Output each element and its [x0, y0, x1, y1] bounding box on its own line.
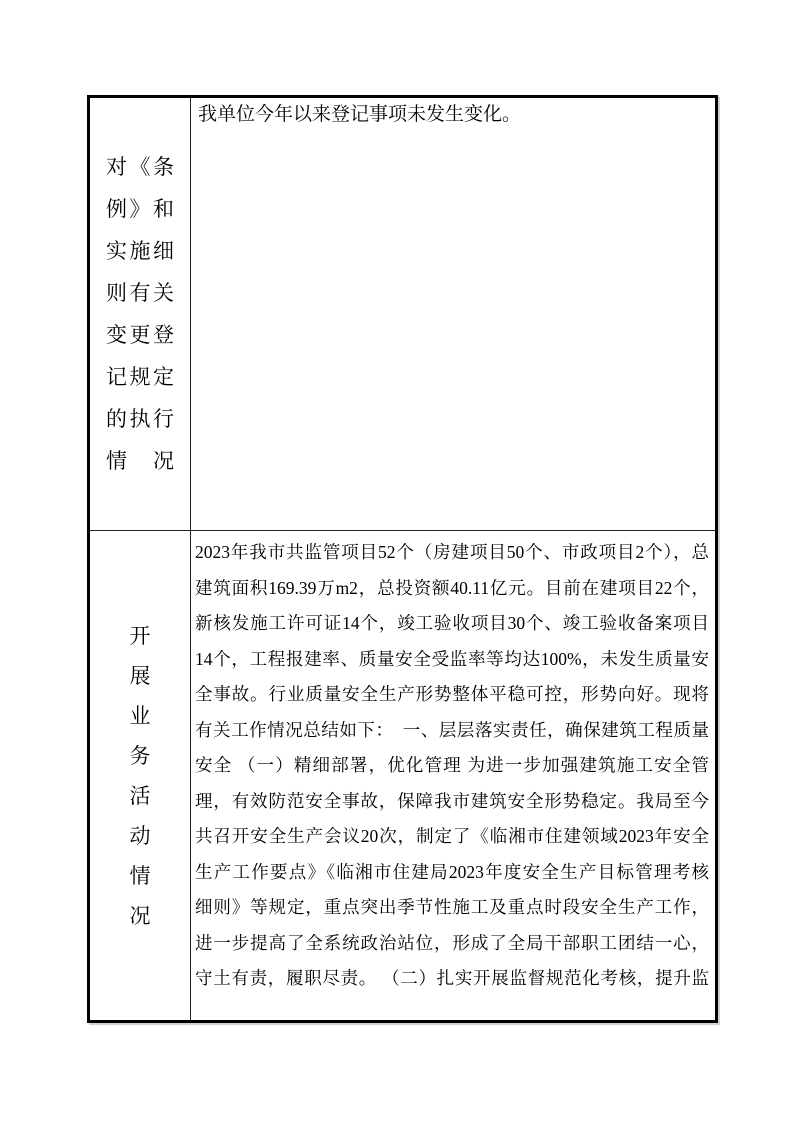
text-line: 则有关: [106, 281, 174, 305]
text-line: 情况: [106, 449, 174, 473]
text-line: 14个，工程报建率、质量安全受监率等均达100%，未发生质量安: [195, 648, 709, 669]
text-line: 务: [129, 743, 151, 768]
text-line: 展: [129, 663, 151, 688]
business-activities-label: [130, 616, 151, 936]
text-line: 记规定: [106, 365, 174, 389]
table-row-business-activities: [90, 530, 715, 1020]
business-activities-content: [191, 531, 715, 997]
text-line: 变更登: [106, 323, 174, 347]
text-line: 动: [129, 823, 151, 848]
text-line: 生产工作要点》《临湘市住建局2023年度安全生产目标管理考核: [195, 861, 709, 882]
text-line: 有关工作情况总结如下： 一、层层落实责任，确保建筑工程质量: [195, 719, 709, 740]
table-row-registration-changes: [90, 98, 715, 530]
text-line: 对《条: [106, 155, 174, 179]
business-activities-content-cell: [191, 531, 715, 1020]
registration-changes-label: [106, 146, 174, 482]
registration-changes-content-cell: [191, 98, 715, 530]
text-line: 安全 （一）精细部署，优化管理 为进一步加强建筑施工安全管: [195, 755, 709, 775]
text-line: 活: [129, 783, 151, 808]
business-activities-label-cell: [90, 531, 191, 1020]
text-line: 况: [129, 903, 151, 928]
report-table: [87, 95, 718, 1023]
text-line: 的执行: [106, 407, 174, 431]
text-line: 守土有责，履职尽责。 （二）扎实开展监督规范化考核，提升监: [195, 968, 709, 988]
registration-changes-content: [191, 98, 715, 131]
text-line: 进一步提高了全系统政治站位，形成了全局干部职工团结一心，: [195, 932, 709, 953]
text-line: 理，有效防范安全事故，保障我市建筑安全形势稳定。我局至今: [195, 790, 709, 811]
text-line: 实施细: [106, 239, 174, 263]
registration-changes-label-cell: [90, 98, 191, 530]
text-line: 业: [129, 703, 151, 728]
text-line: 我单位今年以来登记事项未发生变化。: [198, 104, 522, 125]
text-line: 全事故。行业质量安全生产形势整体平稳可控，形势向好。现将: [195, 684, 709, 704]
text-line: 例》和: [106, 197, 174, 221]
text-line: 情: [129, 863, 151, 888]
text-line: 新核发施工许可证14个，竣工验收项目30个、竣工验收备案项目: [195, 613, 709, 633]
text-line: 2023年我市共监管项目52个（房建项目50个、市政项目2个），总: [195, 542, 709, 562]
text-line: 建筑面积169.39万m2，总投资额40.11亿元。目前在建项目22个，: [195, 577, 709, 598]
text-line: 共召开安全生产会议20次，制定了《临湘市住建领域2023年安全: [195, 826, 709, 846]
text-line: 开: [129, 623, 151, 648]
text-line: 细则》等规定，重点突出季节性施工及重点时段安全生产工作，: [195, 897, 709, 917]
